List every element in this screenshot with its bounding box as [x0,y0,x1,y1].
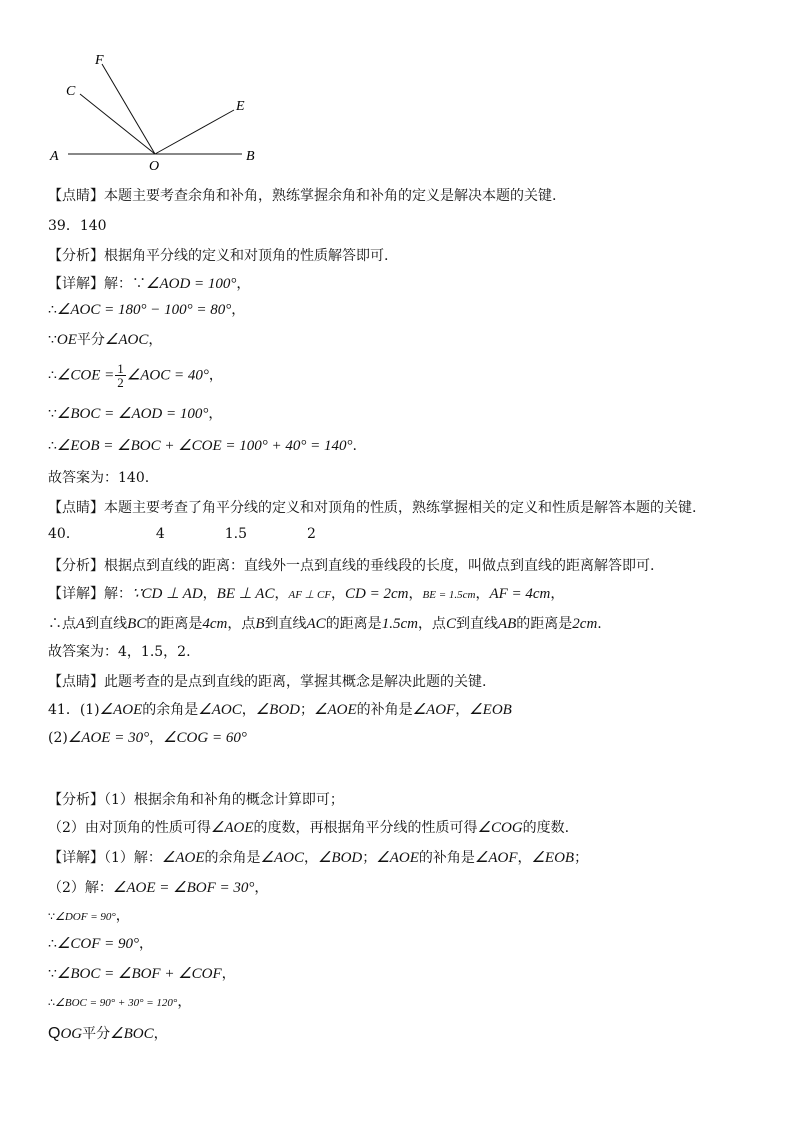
l21-a: （2）由对顶角的性质可得 [48,820,211,836]
l14-c: ， [202,586,217,602]
l27-a: ∴ [48,996,55,1009]
line-14 [48,584,564,605]
label-B: B [246,149,255,164]
l14-f: AF ⊥ CF [288,589,332,601]
line-12 [48,524,316,544]
l19-a: (2) [48,730,68,746]
l09-c: . [352,438,357,454]
l28-b: OG [60,1026,83,1042]
label-E: E [236,99,245,114]
line-01: 【点睛】本题主要考查余角和补角，熟练掌握余角和补角的定义是解决本题的关键. [48,188,557,204]
l08-a: ∵ [48,406,57,422]
label-C: C [66,84,76,99]
l19-b: ∠AOE = 30° [67,730,150,746]
l05-a: ∴ [48,302,57,318]
l09-b: ∠EOB = ∠BOC + ∠COE = 100° + 40° = 140° [56,438,353,454]
l22-h: ∠AOE [376,850,419,866]
l18-h: ∠AOE [314,702,357,718]
l15-a: ∴点 [48,616,76,632]
l23-c: ， [254,880,269,896]
l23-b: ∠AOE = ∠BOF = 30° [112,880,255,896]
line-13: 【分析】根据点到直线的距离：直线外一点到直线的垂线段的长度，叫做点到直线的距离解答即可. [48,558,655,574]
l15-o: 到直线 [455,616,498,632]
line-02: 39．140 [48,218,107,234]
l23-a: （2）解： [48,880,113,896]
label-A: A [50,149,59,164]
l07-a: ∴ [48,367,57,384]
line-25 [48,934,153,954]
line-15 [48,614,602,634]
l06-a: ∵ [48,332,57,348]
l14-j: BE = 1.5cm [422,589,476,601]
l28-d: ∠BOC [110,1026,154,1042]
l21-b: ∠AOE [210,820,254,836]
l12-d: 2 [307,526,316,542]
l15-l: 1.5cm [381,616,418,632]
l27-b: ∠BOC = 90° + 30° = 120° [55,997,178,1009]
l18-b: ∠AOE [99,702,143,718]
fraction-one-half [115,362,126,389]
l14-m: ， [550,586,565,602]
l15-b: A [76,616,86,632]
l25-a: ∴ [48,936,57,952]
line-21 [48,818,569,838]
l26-c: ， [221,966,236,982]
l27-c: ， [177,994,192,1010]
line-20: 【分析】（1）根据余角和补角的概念计算即可； [48,792,344,808]
l14-e: ， [274,586,289,602]
l08-b: ∠BOC = ∠AOD = 100° [56,406,209,422]
line-07 [48,362,223,389]
label-O: O [149,159,160,174]
line-10: 故答案为：140. [48,470,150,486]
l05-b: ∠AOC = 180° − 100° = 80° [56,302,232,318]
l22-b: ∠AOE [161,850,205,866]
l18-k: ， [455,702,470,718]
l12-b: 4 [155,526,165,542]
l18-j: ∠AOF [412,702,456,718]
l21-e: 的度数. [522,820,570,836]
l15-c: 到直线 [85,616,128,632]
l21-d: ∠COG [477,820,523,836]
l28-c: 平分 [82,1026,111,1042]
l15-h: B [255,616,265,632]
l15-d: BC [127,616,147,632]
line-28 [48,1024,168,1044]
l04-b: ∠AOD = 100° [146,276,237,292]
l18-d: ∠AOC [198,702,242,718]
l18-c: 的余角是 [142,702,199,718]
line-05 [48,300,245,320]
line-03: 【分析】根据角平分线的定义和对顶角的性质解答即可. [48,248,389,264]
l22-f: ∠BOD [317,850,363,866]
l26-a: ∵ [48,966,57,982]
line-24 [48,906,130,927]
l22-d: ∠AOC [260,850,304,866]
l09-a: ∴ [48,438,57,454]
l07-c: ∠AOC = 40° [126,367,209,384]
l06-b: OE [56,332,77,348]
l14-d: BE ⊥ AC [216,586,275,602]
l05-c: ， [231,302,246,318]
ray-OE [155,110,234,154]
l18-i: 的补角是 [356,702,413,718]
l04-a: 【详解】解：∵ [48,276,146,292]
l08-c: ， [208,406,223,422]
line-22 [48,848,588,868]
line-04 [48,274,250,294]
l07-d: ， [208,367,223,384]
l22-c: 的余角是 [204,850,261,866]
l12-a: 40． [48,526,80,542]
l14-k: ， [475,586,490,602]
l14-a: 【详解】解： [48,586,132,602]
l22-g: ； [362,850,377,866]
l04-c: ， [236,276,251,292]
l15-n: C [445,616,456,632]
line-19 [48,728,247,748]
l18-g: ； [300,702,314,718]
l24-a: ∵ [48,910,55,923]
l14-l: AF = 4cm [489,586,551,602]
l22-j: ∠AOF [474,850,518,866]
l14-g: ， [331,586,346,602]
line-23 [48,878,268,898]
l28-e: ， [153,1026,168,1042]
line-06 [48,330,162,350]
line-17: 【点睛】此题考查的是点到直线的距离，掌握其概念是解决此题的关键. [48,674,487,690]
l15-q: 的距离是 [516,616,573,632]
line-09 [48,436,357,456]
ray-OC [80,94,155,154]
line-16: 故答案为：4，1.5，2. [48,644,191,660]
ray-OF [102,64,155,154]
l24-c: ， [115,908,130,924]
l21-c: 的度数，再根据角平分线的性质可得 [253,820,478,836]
line-27 [48,992,191,1013]
l12-c: 1.5 [224,526,248,542]
line-26 [48,964,236,984]
angle-figure [44,44,274,174]
l22-e: ， [303,850,318,866]
label-F: F [95,53,104,68]
l19-d: ∠COG = 60° [163,730,247,746]
l28-a: Q [48,1025,61,1042]
l14-h: CD = 2cm [345,586,409,602]
fraction-denominator: 2 [117,375,124,390]
l15-r: 2cm [572,616,598,632]
l14-b: ∵CD ⊥ AD [132,586,203,602]
l14-i: ， [408,586,423,602]
fraction-numerator: 1 [117,361,124,376]
l18-f: ∠BOD [255,702,300,718]
l22-m: ； [574,850,589,866]
l15-p: AB [497,616,517,632]
l06-e: ， [148,332,163,348]
l06-c: 平分 [76,332,105,348]
l15-f: 4cm [202,616,228,632]
line-18 [48,700,512,720]
l15-j: AC [306,616,326,632]
l18-a: 41．(1) [48,702,100,718]
l15-m: ，点 [417,616,446,632]
l07-b: ∠COE = [56,367,115,384]
l22-i: 的补角是 [418,850,475,866]
l18-e: ， [241,702,256,718]
l15-s: . [597,616,602,632]
l22-a: 【详解】（1）解： [48,850,162,866]
l26-b: ∠BOC = ∠BOF + ∠COF [56,966,222,982]
l15-g: ，点 [227,616,256,632]
l06-d: ∠AOC [104,332,149,348]
l24-b: ∠DOF = 90° [55,911,116,923]
l22-l: ∠EOB [531,850,575,866]
l18-l: ∠EOB [469,702,512,718]
l15-i: 到直线 [264,616,307,632]
l15-e: 的距离是 [146,616,203,632]
l15-k: 的距离是 [325,616,382,632]
l25-b: ∠COF = 90° [56,936,139,952]
l22-k: ， [517,850,532,866]
line-08 [48,404,222,424]
line-11: 【点睛】本题主要考查了角平分线的定义和对顶角的性质，熟练掌握相关的定义和性质是解答本题的关键. [48,500,697,516]
l19-c: ， [149,730,164,746]
l25-c: ， [139,936,153,952]
